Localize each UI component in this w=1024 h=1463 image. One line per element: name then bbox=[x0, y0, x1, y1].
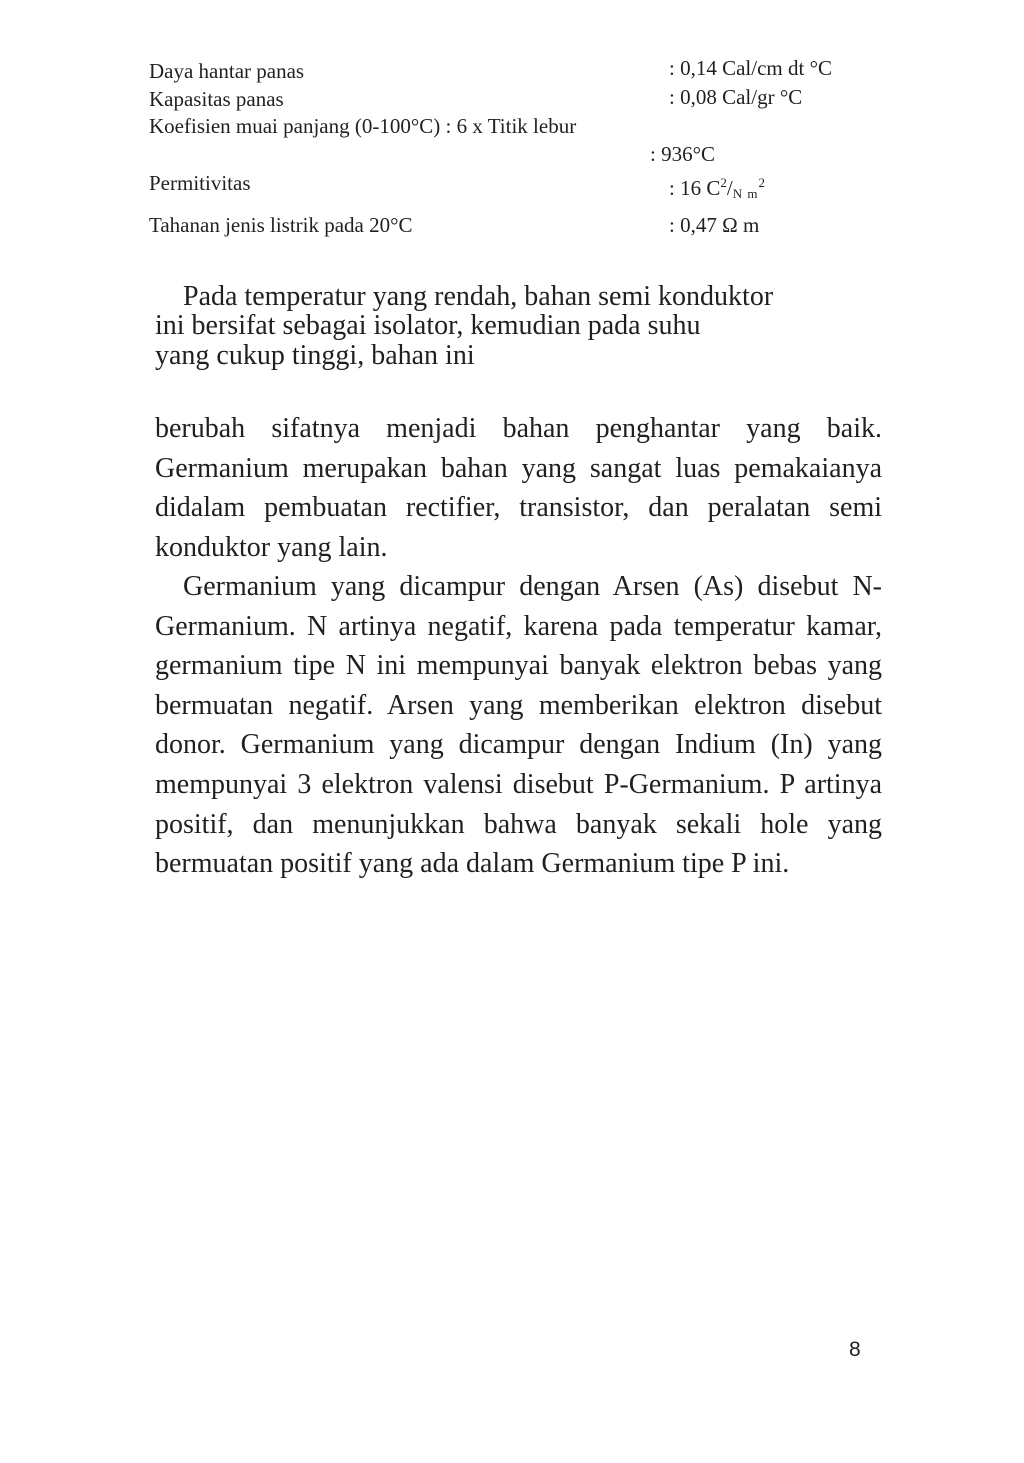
intro-line-1: Pada temperatur yang rendah, bahan semi konduktor bbox=[183, 281, 774, 312]
property-label-daya-hantar: Daya hantar panas bbox=[149, 59, 305, 83]
property-label-koefisien: Koefisien muai panjang (0-100°C) : 6 x Titik lebur bbox=[149, 114, 577, 138]
property-label-permitivitas: Permitivitas bbox=[149, 171, 251, 195]
intro-line-2: ini bersifat sebagai isolator, kemudian pada suhu bbox=[155, 310, 701, 341]
body-paragraph-1: berubah sifatnya menjadi bahan penghantar yang baik. Germanium merupakan bahan yang sangat luas pemakaianya didalam pembuatan rectifier, transistor, dan peralatan semi konduktor yang lain. bbox=[155, 413, 882, 563]
property-value-permitivitas bbox=[669, 171, 765, 206]
permitivitas-unit: N m bbox=[732, 186, 759, 201]
property-value-tahanan: : 0,47 Ω m bbox=[669, 213, 760, 237]
intro-line-3: yang cukup tinggi, bahan ini bbox=[155, 340, 475, 371]
property-value-koefisien: : 936°C bbox=[650, 142, 715, 166]
permitivitas-superscript-2: 2 bbox=[758, 175, 765, 190]
permitivitas-prefix: : 16 C bbox=[669, 176, 721, 200]
permitivitas-superscript: 2 bbox=[720, 175, 727, 190]
permitivitas-slash: / bbox=[726, 176, 733, 200]
property-value-kapasitas: : 0,08 Cal/gr °C bbox=[669, 85, 803, 109]
property-value-daya-hantar: : 0,14 Cal/cm dt °C bbox=[669, 56, 832, 80]
body-paragraph-2: Germanium yang dicampur dengan Arsen (As) disebut N- Germanium. N artinya negatif, karena pada temperatur kamar, germanium tipe N ini mempunyai banyak elektron bebas yang bermuatan negatif. Arsen yang memberikan elektron disebut donor. Germanium yang dicampur dengan Indium (In) yang mempunyai 3 elektron valensi disebut P-Germanium. P artinya positif, dan menunjukkan bahwa banyak sekali hole yang bermuatan positif yang ada dalam Germanium tipe P ini. bbox=[155, 571, 882, 880]
property-label-tahanan: Tahanan jenis listrik pada 20°C bbox=[149, 213, 413, 237]
property-label-kapasitas: Kapasitas panas bbox=[149, 87, 284, 111]
page-number: 8 bbox=[849, 1338, 861, 1361]
